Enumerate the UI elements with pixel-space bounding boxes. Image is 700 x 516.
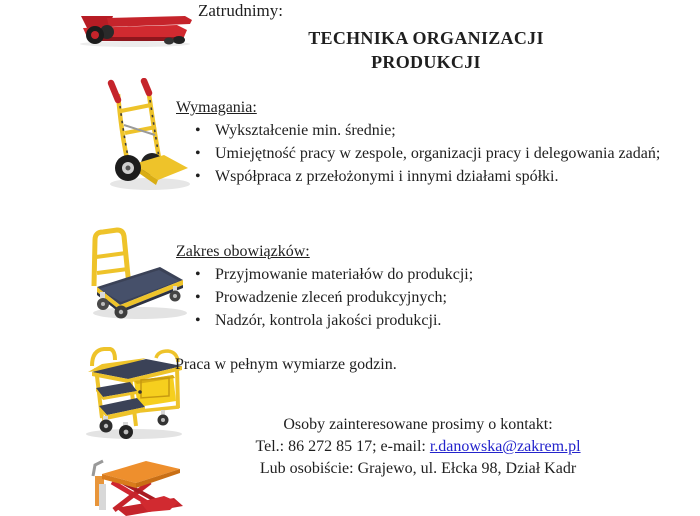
duty-text: Prowadzenie zleceń produkcyjnych; <box>215 289 447 306</box>
bullet-icon: • <box>195 312 201 329</box>
requirement-text: Umiejętność pracy w zespole, organizacji pracy i delegowania zadań; <box>215 145 661 162</box>
contact-intro: Osoby zainteresowane prosimy o kontakt: <box>283 416 553 433</box>
list-item <box>176 142 665 165</box>
requirements-heading: Wymagania: <box>176 99 257 116</box>
duties-heading: Zakres obowiązków: <box>176 243 310 260</box>
list-item <box>176 165 665 188</box>
requirements-section <box>176 96 661 188</box>
bullet-icon: • <box>195 122 201 139</box>
bullet-icon: • <box>195 168 201 185</box>
phone-text: Tel.: 86 272 85 17; e-mail: <box>255 438 430 455</box>
bullet-icon: • <box>195 145 201 162</box>
list-item <box>176 286 665 309</box>
position-title-line2: PRODUKCJI <box>371 52 481 72</box>
employment-note: Praca w pełnym wymiarze godzin. <box>175 356 397 373</box>
email-link[interactable]: r.danowska@zakrem.pl <box>429 438 581 455</box>
position-title <box>170 26 682 74</box>
duty-text: Nadzór, kontrola jakości produkcji. <box>215 312 442 329</box>
contact-block <box>168 414 668 480</box>
requirements-list <box>176 119 661 188</box>
requirement-text: Współpraca z przełożonymi i innymi działami spółki. <box>215 168 559 185</box>
bullet-icon: • <box>195 266 201 283</box>
contact-address-line: Lub osobiście: Grajewo, ul. Ełcka 98, Dział Kadr <box>259 460 577 477</box>
list-item <box>176 263 665 286</box>
position-title-line1: TECHNIKA ORGANIZACJI <box>308 28 544 48</box>
platform-cart-icon <box>85 224 190 320</box>
duty-text: Przyjmowanie materiałów do produkcji; <box>215 266 474 283</box>
list-item <box>176 309 665 332</box>
intro-line: Zatrudnimy: <box>198 1 283 20</box>
contact-phone-line <box>168 436 668 458</box>
bullet-icon: • <box>195 289 201 306</box>
duties-list <box>176 263 646 332</box>
duties-section <box>176 240 646 332</box>
requirement-text: Wykształcenie min. średnie; <box>215 122 396 139</box>
list-item <box>176 119 665 142</box>
